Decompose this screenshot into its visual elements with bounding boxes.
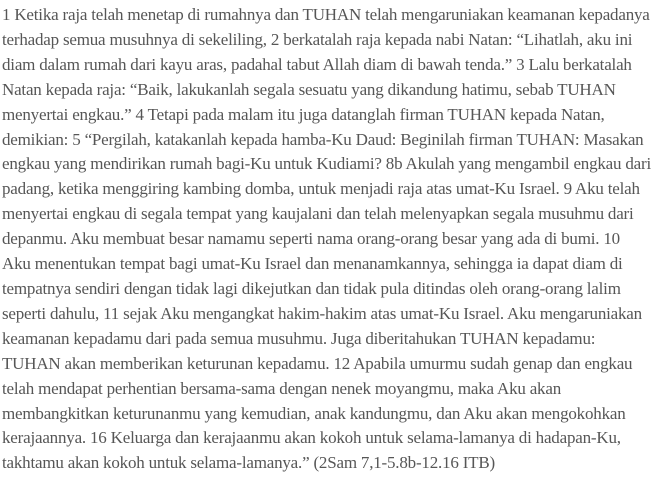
text-line: demikian: 5 “Pergilah, katakanlah kepada hamba-Ku Daud: Beginilah firman TUHAN: Masakan (2, 129, 644, 149)
text-line: kerajaannya. 16 Keluarga dan kerajaanmu akan kokoh untuk selama-lamanya di hadapan-Ku, (2, 428, 621, 448)
text-line: telah mendapat perhentian bersama-sama dengan nenek moyangmu, maka Aku akan (2, 378, 562, 398)
text-line: takhtamu akan kokoh untuk selama-lamanya.” (2Sam 7,1-5.8b-12.16 ITB) (2, 453, 495, 473)
text-line: membangkitkan keturunanmu yang kemudian, anak kandungmu, dan Aku akan mengokohkan (2, 403, 626, 423)
text-line: TUHAN akan memberikan keturunan kepadamu. 12 Apabila umurmu sudah genap dan engkau (2, 353, 633, 373)
text-line: Aku menentukan tempat bagi umat-Ku Israel dan menanamkannya, sehingga ia dapat diam di (2, 254, 623, 274)
text-line: 1 Ketika raja telah menetap di rumahnya dan TUHAN telah mengaruniakan keamanan kepadanya (2, 5, 650, 24)
text-line: keamanan kepadamu dari pada semua musuhmu. Juga diberitahukan TUHAN kepadamu: (2, 328, 596, 348)
text-line: menyertai engkau di segala tempat yang kaujalani dan telah melenyapkan segala musuhmu dari (2, 204, 634, 224)
text-line: depanmu. Aku membuat besar namamu seperti nama orang-orang besar yang ada di bumi. 10 (2, 229, 620, 249)
text-line: diam dalam rumah dari kayu aras, padahal tabut Allah diam di bawah tenda.” 3 Lalu berkatalah (2, 54, 632, 74)
text-line: Natan kepada raja: “Baik, lakukanlah segala sesuatu yang dikandung hatimu, sebab TUHAN (2, 79, 616, 99)
text-line: engkau yang mendirikan rumah bagi-Ku untuk Kudiami? 8b Akulah yang mengambil engkau dari (2, 154, 652, 174)
text-line: terhadap semua musuhnya di sekeliling, 2 berkatalah raja kepada nabi Natan: “Lihatlah, aku ini (2, 29, 633, 49)
text-line: padang, ketika menggiring kambing domba, untuk menjadi raja atas umat-Ku Israel. 9 Aku telah (2, 179, 640, 199)
text-line: menyertai engkau.” 4 Tetapi pada malam itu juga datanglah firman TUHAN kepada Natan, (2, 104, 605, 124)
text-line: seperti dahulu, 11 sejak Aku mengangkat hakim-hakim atas umat-Ku Israel. Aku mengaruniakan (2, 303, 642, 323)
text-line: tempatnya sendiri dengan tidak lagi dikejutkan dan tidak pula ditindas oleh orang-orang lalim (2, 278, 621, 298)
